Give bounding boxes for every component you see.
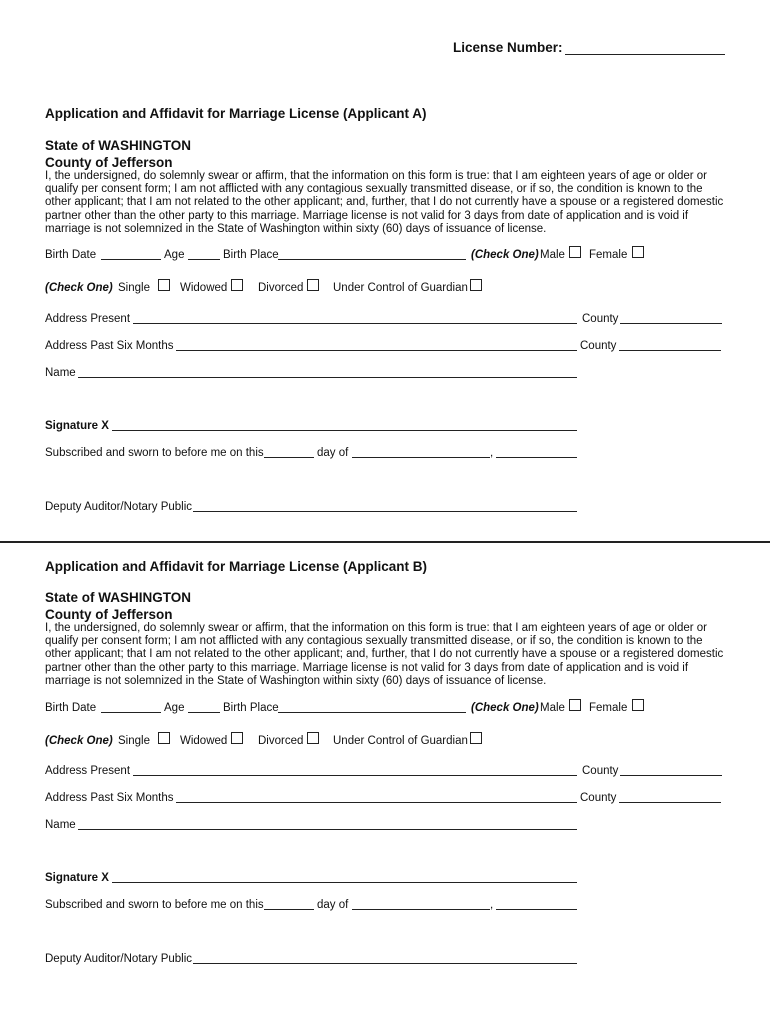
county-label: County [582,765,619,777]
widowed-checkbox[interactable] [231,279,243,291]
birth-date-field[interactable] [101,259,161,260]
guardian-label: Under Control of Guardian [333,735,468,747]
divorced-checkbox[interactable] [307,279,319,291]
female-label: Female [589,249,628,261]
female-checkbox[interactable] [632,699,644,711]
county-past-field[interactable] [619,802,721,803]
birth-date-field[interactable] [101,712,161,713]
male-label: Male [540,249,565,261]
county-label: County [580,792,617,804]
license-number-field[interactable] [565,54,725,55]
signature-field[interactable] [112,430,577,431]
address-present-field[interactable] [133,775,577,776]
deputy-field[interactable] [193,963,577,964]
applicant-b-title: Application and Affidavit for Marriage License (Applicant B) [45,559,428,574]
county-present-field[interactable] [620,323,722,324]
sworn-month-field[interactable] [352,457,490,458]
name-field[interactable] [78,829,577,830]
guardian-checkbox[interactable] [470,732,482,744]
widowed-label: Widowed [180,282,228,294]
sworn-label: Subscribed and sworn to before me on this [45,899,264,911]
county-label: County [580,340,617,352]
birth-date-label: Birth Date [45,249,97,261]
check-one-sex-label: (Check One) [471,702,539,714]
guardian-checkbox[interactable] [470,279,482,291]
address-past-label: Address Past Six Months [45,340,174,352]
male-checkbox[interactable] [569,246,581,258]
applicant-a-state: State of WASHINGTON [45,138,192,153]
age-label: Age [164,702,185,714]
age-label: Age [164,249,185,261]
divorced-checkbox[interactable] [307,732,319,744]
name-label: Name [45,367,76,379]
address-present-label: Address Present [45,765,131,777]
sworn-day-field[interactable] [264,457,314,458]
birth-place-field[interactable] [278,259,466,260]
birth-date-label: Birth Date [45,702,97,714]
sworn-year-field[interactable] [496,457,577,458]
address-past-field[interactable] [176,802,577,803]
sworn-month-field[interactable] [352,909,490,910]
check-one-status-label: (Check One) [45,735,113,747]
address-past-field[interactable] [176,350,577,351]
single-label: Single [118,735,150,747]
signature-label: Signature X [45,420,109,432]
applicant-b-state: State of WASHINGTON [45,590,192,605]
day-of-label: day of [317,899,349,911]
sworn-day-field[interactable] [264,909,314,910]
divorced-label: Divorced [258,282,304,294]
deputy-label: Deputy Auditor/Notary Public [45,501,193,513]
address-present-label: Address Present [45,313,131,325]
deputy-label: Deputy Auditor/Notary Public [45,953,193,965]
birth-place-label: Birth Place [223,249,279,261]
female-checkbox[interactable] [632,246,644,258]
applicant-a-county: County of Jefferson [45,155,173,170]
single-checkbox[interactable] [158,732,170,744]
address-present-field[interactable] [133,323,577,324]
widowed-label: Widowed [180,735,228,747]
single-checkbox[interactable] [158,279,170,291]
sworn-year-field[interactable] [496,909,577,910]
check-one-status-label: (Check One) [45,282,113,294]
applicant-a-affidavit: I, the undersigned, do solemnly swear or affirm, that the information on this form is true: that I am eighteen years of age or older or qualify per consent form; I am not afflicted with any contagious sexually transmitted disease, or if so, the condition is known to the other applicant; that I am not related to the other applicant; and, further, that I do not currently have a spouse or a registered domestic partner other than the other party to this marriage. Marriage license is not valid for 3 days from date of application and is void if marriage is not solemnized in the State of Washington within sixty (60) days of issuance of license. [45,170,724,235]
guardian-label: Under Control of Guardian [333,282,468,294]
widowed-checkbox[interactable] [231,732,243,744]
county-label: County [582,313,619,325]
birth-place-field[interactable] [278,712,466,713]
section-divider [0,541,770,543]
county-present-field[interactable] [620,775,722,776]
single-label: Single [118,282,150,294]
sworn-label: Subscribed and sworn to before me on this [45,447,264,459]
address-past-label: Address Past Six Months [45,792,174,804]
day-of-label: day of [317,447,349,459]
age-field[interactable] [188,712,220,713]
comma-label: , [490,899,494,911]
age-field[interactable] [188,259,220,260]
female-label: Female [589,702,628,714]
divorced-label: Divorced [258,735,304,747]
male-checkbox[interactable] [569,699,581,711]
birth-place-label: Birth Place [223,702,279,714]
signature-field[interactable] [112,882,577,883]
applicant-a-title: Application and Affidavit for Marriage License (Applicant A) [45,106,427,121]
check-one-sex-label: (Check One) [471,249,539,261]
name-label: Name [45,819,76,831]
applicant-b-affidavit: I, the undersigned, do solemnly swear or affirm, that the information on this form is true: that I am eighteen years of age or older or qualify per consent form; I am not afflicted with any contagious sexually transmitted disease, or if so, the condition is known to the other applicant; that I am not related to the other applicant; and, further, that I do not currently have a spouse or a registered domestic partner other than the other party to this marriage. Marriage license is not valid for 3 days from date of application and is void if marriage is not solemnized in the State of Washington within sixty (60) days of issuance of license. [45,622,724,687]
county-past-field[interactable] [619,350,721,351]
license-number-label: License Number: [453,40,563,55]
male-label: Male [540,702,565,714]
comma-label: , [490,447,494,459]
name-field[interactable] [78,377,577,378]
applicant-b-county: County of Jefferson [45,607,173,622]
signature-label: Signature X [45,872,109,884]
deputy-field[interactable] [193,511,577,512]
